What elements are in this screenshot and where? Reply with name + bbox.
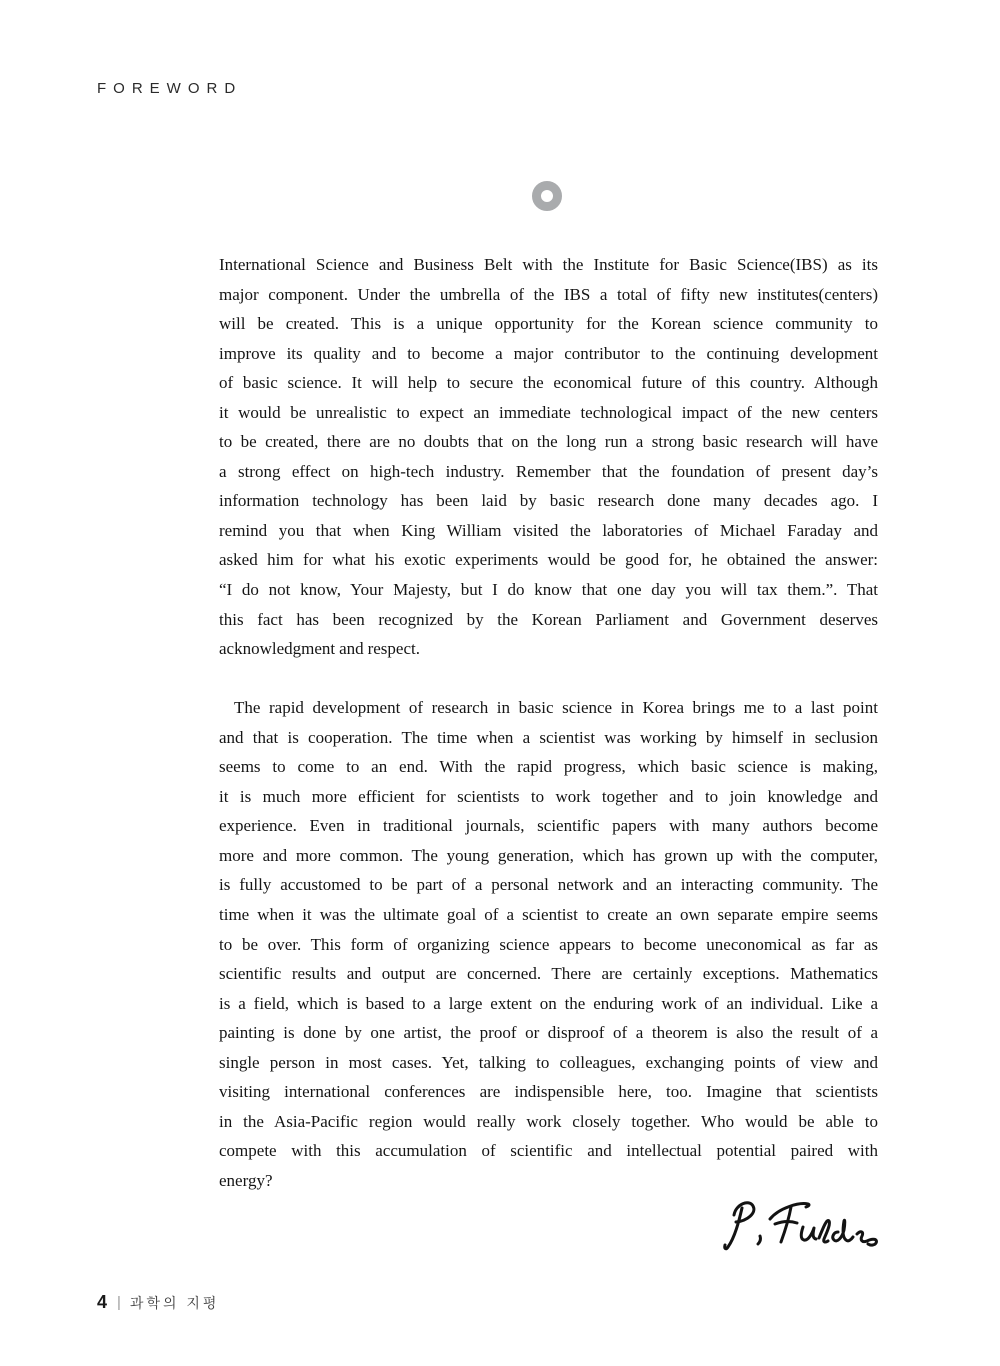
text-line: to be created, there are no doubts that on the long run a strong basic research will have — [219, 432, 878, 452]
signature-stroke — [857, 1232, 876, 1245]
text-line: single person in most cases. Yet, talking to colleagues, exchanging points of view and — [219, 1052, 878, 1072]
footer-separator: | — [117, 1294, 121, 1311]
paragraph — [219, 250, 878, 664]
signature-stroke — [781, 1207, 791, 1242]
page-title: FOREWORD — [97, 80, 243, 97]
signature-stroke — [734, 1203, 754, 1222]
page-footer — [97, 1292, 219, 1313]
signature-stroke — [801, 1227, 816, 1240]
text-line: The rapid development of research in basic science in Korea brings me to a last point — [234, 698, 878, 718]
text-line: it would be unrealistic to expect an immediate technological impact of the new centers — [219, 402, 878, 422]
text-line: is a field, which is based to a large extent on the enduring work of an individual. Like a — [219, 993, 878, 1013]
text-line: is fully accustomed to be part of a personal network and an interacting community. The — [219, 875, 878, 895]
text-line: in the Asia-Pacific region would really work closely together. Who would be able to — [219, 1111, 878, 1131]
text-line: asked him for what his exotic experiments would be good for, he obtained the answer: — [219, 550, 878, 570]
signature-stroke — [819, 1220, 829, 1242]
signature-stroke — [833, 1220, 853, 1241]
text-line: a strong effect on high-tech industry. Remember that the foundation of present day’s — [219, 461, 878, 481]
publication-title: 과학의 지평 — [129, 1294, 220, 1311]
text-line: visiting international conferences are indispensible here, too. Imagine that scientists — [219, 1082, 878, 1102]
text-line: time when it was the ultimate goal of a scientist to create an own separate empire seems — [219, 905, 878, 925]
paragraph — [219, 693, 878, 1195]
text-line: acknowledgment and respect. — [219, 639, 420, 659]
text-line: more and more common. The young generation, which has grown up with the computer, — [219, 845, 878, 865]
text-line: this fact has been recognized by the Korean Parliament and Government deserves — [219, 609, 878, 629]
text-line: seems to come to an end. With the rapid progress, which basic science is making, — [219, 757, 878, 777]
text-line: scientific results and output are concerned. There are certainly exceptions. Mathematics — [219, 964, 878, 984]
text-line: energy? — [219, 1170, 273, 1190]
text-line: experience. Even in traditional journals, scientific papers with many authors become — [219, 816, 878, 836]
signature-stroke — [758, 1236, 760, 1244]
donut-circle-ornament-icon — [532, 181, 562, 211]
text-line: painting is done by one artist, the proof or disproof of a theorem is also the result of a — [219, 1023, 878, 1043]
text-line: remind you that when King William visited the laboratories of Michael Faraday and — [219, 520, 878, 540]
text-line: International Science and Business Belt with the Institute for Basic Science(IBS) as its — [219, 255, 878, 274]
text-line: compete with this accumulation of scientific and intellectual potential paired with — [219, 1141, 878, 1161]
article-text — [219, 250, 878, 1196]
text-line: “I do not know, Your Majesty, but I do know that one day you will tax them.”. That — [219, 580, 878, 600]
text-line: it is much more efficient for scientists to work together and to join knowledge and — [219, 786, 878, 806]
signature-image — [715, 1194, 895, 1264]
text-line: will be created. This is a unique opportunity for the Korean science community to — [219, 314, 878, 334]
text-line: and that is cooperation. The time when a scientist was working by himself in seclusion — [219, 727, 878, 747]
page-number: 4 — [97, 1292, 108, 1312]
text-line: of basic science. It will help to secure the economical future of this country. Although — [219, 373, 878, 393]
signature-svg — [715, 1194, 895, 1264]
text-line: improve its quality and to become a major contributor to the continuing development — [219, 343, 878, 363]
text-line: major component. Under the umbrella of the IBS a total of fifty new institutes(centers) — [219, 284, 878, 304]
text-line: to be over. This form of organizing science appears to become uneconomical as far as — [219, 934, 878, 954]
text-line: information technology has been laid by basic research done many decades ago. I — [219, 491, 878, 511]
